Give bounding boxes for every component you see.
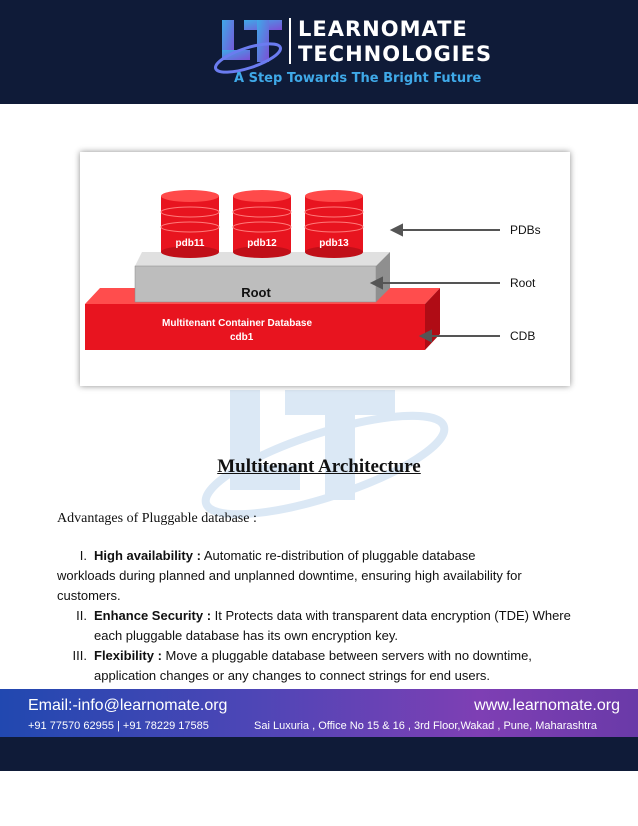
list-text: Move a pluggable database between servers with no downtime, — [161, 648, 532, 663]
list-text: each pluggable database has its own encryption key. — [94, 628, 399, 643]
list-text: workloads during planned and unplanned downtime, ensuring high availability for — [57, 568, 522, 583]
pdbs-label: PDBs — [510, 223, 541, 237]
pdb-label: pdb12 — [247, 238, 277, 249]
intro-text: Advantages of Pluggable database : — [57, 511, 257, 526]
lt-logo-icon — [212, 14, 286, 76]
list-title: High availability : — [94, 548, 201, 563]
footer-bottom-bar — [0, 737, 638, 771]
list-number: III. — [72, 648, 87, 663]
list-line — [94, 606, 571, 626]
footer-phone: +91 77570 62955 | +91 78229 17585 — [28, 720, 209, 732]
list-text: application changes or any changes to connect strings for end users. — [94, 668, 491, 683]
list-number: I. — [79, 548, 87, 563]
footer-website: www.learnomate.org — [474, 697, 620, 714]
page-header — [0, 0, 638, 104]
pdb-cylinder-2 — [233, 190, 291, 258]
list-text: It Protects data with transparent data encryption (TDE) Where — [211, 608, 571, 623]
cdb-label: CDB — [510, 329, 536, 343]
list-text: customers. — [57, 588, 121, 603]
logo-separator — [289, 18, 291, 64]
pdb-cylinder-3 — [305, 190, 363, 258]
root-side-label: Root — [510, 276, 536, 290]
list-text: Automatic re-distribution of pluggable database — [200, 548, 476, 563]
pdbs-arrowhead-icon — [392, 225, 402, 235]
brand-name-line1: LEARNOMATE — [298, 17, 468, 41]
list-line — [94, 646, 532, 666]
pdb-label: pdb11 — [175, 238, 205, 249]
footer-address: Sai Luxuria , Office No 15 & 16 , 3rd Floor,Wakad , Pune, Maharashtra — [254, 720, 598, 732]
logo-watermark-icon — [190, 370, 460, 520]
brand-tagline: A Step Towards The Bright Future — [234, 71, 482, 86]
pdb-label: pdb13 — [319, 238, 349, 249]
cdb-name: cdb1 — [230, 332, 254, 343]
root-label: Root — [241, 285, 271, 300]
list-number: II. — [76, 608, 87, 623]
page-footer — [0, 689, 638, 737]
list-line — [94, 546, 476, 566]
list-title: Enhance Security : — [94, 608, 212, 623]
pdb-cylinder-1 — [161, 190, 219, 258]
multitenant-diagram-svg — [80, 152, 570, 386]
footer-email: Email:-info@learnomate.org — [28, 697, 228, 714]
cdb-title: Multitenant Container Database — [162, 318, 313, 329]
list-title: Flexibility : — [94, 648, 162, 663]
brand-name-line2: TECHNOLOGIES — [298, 42, 493, 66]
multitenant-diagram — [80, 152, 570, 386]
figure-caption: Multitenant Architecture — [217, 456, 421, 477]
